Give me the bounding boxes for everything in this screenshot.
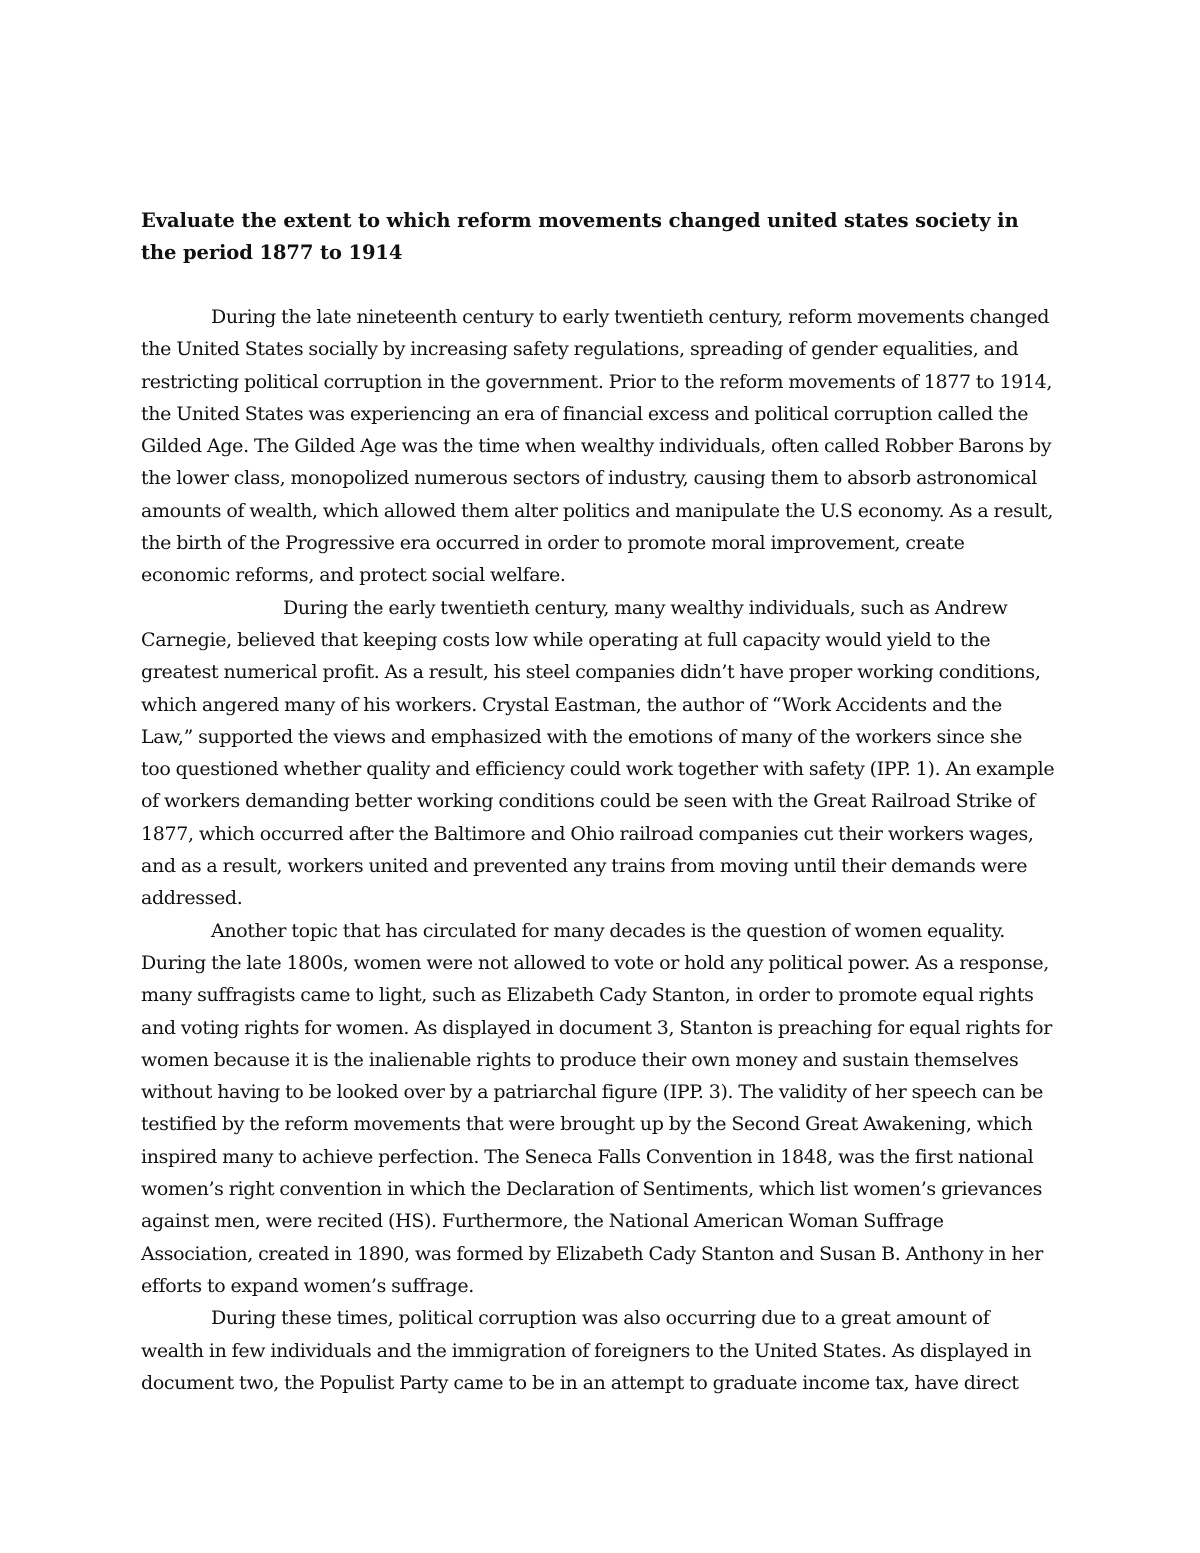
paragraph-women-equality: Another topic that has circulated for many decades is the question of women equality. During the late 1800s, women were not allowed to vote or hold any political power. As a response, many suffragists came to light, such as Elizabeth Cady Stanton, in order to promote equal rights and voting rights for women. As displayed in document 3, Stanton is preaching for equal rights for women because it is the inalienable rights to produce their own money and sustain themselves without having to be looked over by a patriarchal figure (IPP. 3). The validity of her speech can be testified by the reform movements that were brought up by the Second Great Awakening, which inspired many to achieve perfection. The Seneca Falls Convention in 1848, was the first national women’s right convention in which the Declaration of Sentiments, which list women’s grievances against men, were recited (HS). Furthermore, the National American Woman Suffrage Association, created in 1890, was formed by Elizabeth Cady Stanton and Susan B. Anthony in her efforts to expand women’s suffrage.: [141, 919, 1052, 1297]
paragraph-political-corruption: During these times, political corruption was also occurring due to a great amount of wealth in few individuals and the immigration of foreigners to the United States. As displayed in document two, the Populist Party came to be in an attempt to graduate income tax, have direct: [141, 1307, 1032, 1394]
document-title: Evaluate the extent to which reform movements changed united states society in the period 1877 to 1914: [141, 209, 1019, 264]
paragraph-working-conditions: During the early twentieth century, many wealthy individuals, such as Andrew Carnegie, believed that keeping costs low while operating at full capacity would yield to the greatest numerical profit. As a result, his steel companies didn’t have proper working conditions, which angered many of his workers. Crystal Eastman, the author of “Work Accidents and the Law,” supported the views and emphasized with the emotions of many of the workers since she too questioned whether quality and efficiency could work together with safety (IPP. 1). An example of workers demanding better working conditions could be seen with the Great Railroad Strike of 1877, which occurred after the Baltimore and Ohio railroad companies cut their workers wages, and as a result, workers united and prevented any trains from moving until their demands were addressed.: [141, 596, 1055, 910]
paragraph-introduction: During the late nineteenth century to early twentieth century, reform movements changed the United States socially by increasing safety regulations, spreading of gender equalities, and restricting political corruption in the government. Prior to the reform movements of 1877 to 1914, the United States was experiencing an era of financial excess and political corruption called the Gilded Age. The Gilded Age was the time when wealthy individuals, often called Robber Barons by the lower class, monopolized numerous sectors of industry, causing them to absorb astronomical amounts of wealth, which allowed them alter politics and manipulate the U.S economy. As a result, the birth of the Progressive era occurred in order to promote moral improvement, create economic reforms, and protect social welfare.: [141, 306, 1054, 587]
document-body: [141, 205, 1056, 1399]
